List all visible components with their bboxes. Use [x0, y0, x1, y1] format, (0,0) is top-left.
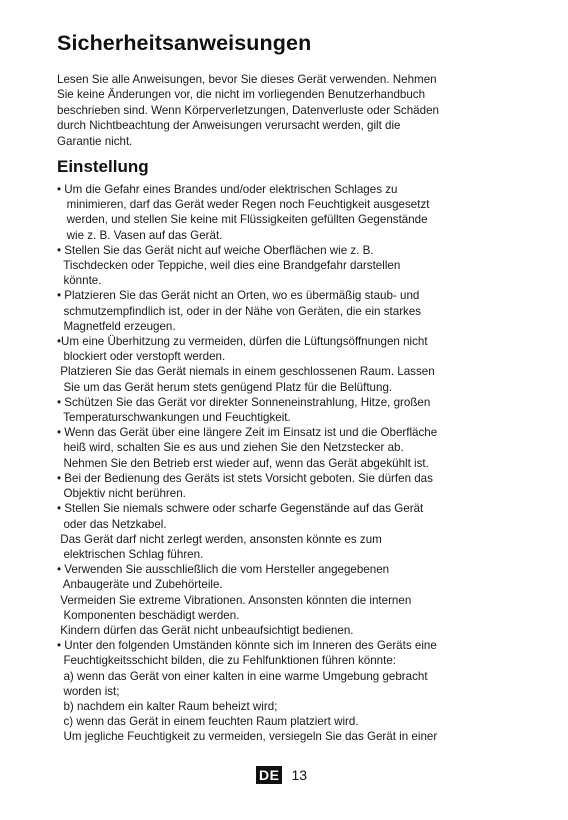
page-number: 13 — [291, 767, 308, 783]
list-item — [57, 334, 527, 395]
list-item-line: Das Gerät darf nicht zerlegt werden, ansonsten könnte es zum — [57, 532, 382, 546]
list-item-line: oder das Netzkabel. — [57, 517, 167, 531]
list-item — [57, 638, 527, 744]
list-item — [57, 425, 527, 471]
language-badge: DE — [256, 766, 282, 784]
list-item-line: Feuchtigkeitsschicht bilden, die zu Fehlfunktionen führen könnte: — [57, 654, 396, 668]
list-item-line: heiß wird, schalten Sie es aus und ziehen Sie den Netzstecker ab. — [57, 441, 404, 455]
list-item-line: Sie um das Gerät herum stets genügend Platz für die Belüftung. — [57, 380, 393, 394]
list-item-line: • Um die Gefahr eines Brandes und/oder elektrischen Schlages zu — [57, 183, 398, 197]
list-item-line: •Um eine Überhitzung zu vermeiden, dürfen die Lüftungsöffnungen nicht — [57, 335, 428, 349]
intro-line: Garantie nicht. — [57, 134, 133, 148]
list-item-line: • Platzieren Sie das Gerät nicht an Orten, wo es übermäßig staub- und — [57, 289, 420, 303]
list-item-line: c) wenn das Gerät in einem feuchten Raum platziert wird. — [57, 715, 359, 729]
list-item-line: Vermeiden Sie extreme Vibrationen. Ansonsten könnten die internen — [57, 593, 412, 607]
list-item-line: b) nachdem ein kalter Raum beheizt wird; — [57, 699, 278, 713]
page-content — [57, 30, 527, 745]
safety-list — [57, 182, 527, 745]
list-item-line: Anbaugeräte und Zubehörteile. — [57, 578, 223, 592]
list-item — [57, 562, 527, 638]
list-item-line: Temperaturschwankungen und Feuchtigkeit. — [57, 411, 291, 425]
list-item — [57, 243, 527, 289]
list-item-line: worden ist; — [57, 684, 120, 698]
list-item-line: werden, und stellen Sie keine mit Flüssigkeiten gefüllten Gegenstände — [57, 213, 428, 227]
list-item-line: • Stellen Sie niemals schwere oder scharfe Gegenstände auf das Gerät — [57, 502, 424, 516]
list-item-line: Um jegliche Feuchtigkeit zu vermeiden, versiegeln Sie das Gerät in einer — [57, 730, 438, 744]
list-item-line: wie z. B. Vasen auf das Gerät. — [57, 228, 223, 242]
list-item-line: Tischdecken oder Teppiche, weil dies eine Brandgefahr darstellen — [57, 259, 401, 273]
list-item-line: elektrischen Schlag führen. — [57, 547, 204, 561]
intro-line: Sie keine Änderungen vor, die nicht im vorliegenden Benutzerhandbuch — [57, 88, 426, 102]
intro-paragraph — [57, 72, 527, 149]
list-item-line: Kindern dürfen das Gerät nicht unbeaufsichtigt bedienen. — [57, 623, 354, 637]
list-item — [57, 288, 527, 334]
list-item-line: • Unter den folgenden Umständen könnte sich im Inneren des Geräts eine — [57, 639, 437, 653]
list-item-line: blockiert oder verstopft werden. — [57, 350, 226, 364]
list-item-line: • Stellen Sie das Gerät nicht auf weiche Oberflächen wie z. B. — [57, 243, 374, 257]
page-title: Sicherheitsanweisungen — [57, 31, 312, 55]
intro-line: Lesen Sie alle Anweisungen, bevor Sie dieses Gerät verwenden. Nehmen — [57, 73, 437, 86]
intro-line: durch Nichtbeachtung der Anweisungen verursacht werden, gilt die — [57, 119, 401, 133]
list-item-line: Magnetfeld erzeugen. — [57, 319, 176, 333]
list-item — [57, 182, 527, 243]
list-item — [57, 395, 527, 425]
section-title: Einstellung — [57, 157, 149, 177]
page-footer — [256, 766, 307, 784]
list-item-line: a) wenn das Gerät von einer kalten in eine warme Umgebung gebracht — [57, 669, 428, 683]
list-item-line: Komponenten beschädigt werden. — [57, 608, 240, 622]
list-item-line: Objektiv nicht berühren. — [57, 487, 186, 501]
list-item-line: minimieren, darf das Gerät weder Regen noch Feuchtigkeit ausgesetzt — [57, 198, 430, 212]
list-item-line: schmutzempfindlich ist, oder in der Nähe von Geräten, die ein starkes — [57, 304, 422, 318]
list-item-line: Nehmen Sie den Betrieb erst wieder auf, wenn das Gerät abgekühlt ist. — [57, 456, 429, 470]
list-item-line: • Bei der Bedienung des Geräts ist stets Vorsicht geboten. Sie dürfen das — [57, 471, 433, 485]
list-item — [57, 501, 527, 562]
list-item-line: Platzieren Sie das Gerät niemals in einem geschlossenen Raum. Lassen — [57, 365, 435, 379]
list-item-line: • Wenn das Gerät über eine längere Zeit im Einsatz ist und die Oberfläche — [57, 426, 438, 440]
intro-line: beschrieben sind. Wenn Körperverletzungen, Datenverluste oder Schäden — [57, 103, 439, 117]
list-item — [57, 471, 527, 501]
list-item-line: könnte. — [57, 274, 102, 288]
list-item-line: • Verwenden Sie ausschließlich die vom Hersteller angegebenen — [57, 563, 390, 577]
list-item-line: • Schützen Sie das Gerät vor direkter Sonneneinstrahlung, Hitze, großen — [57, 395, 431, 409]
